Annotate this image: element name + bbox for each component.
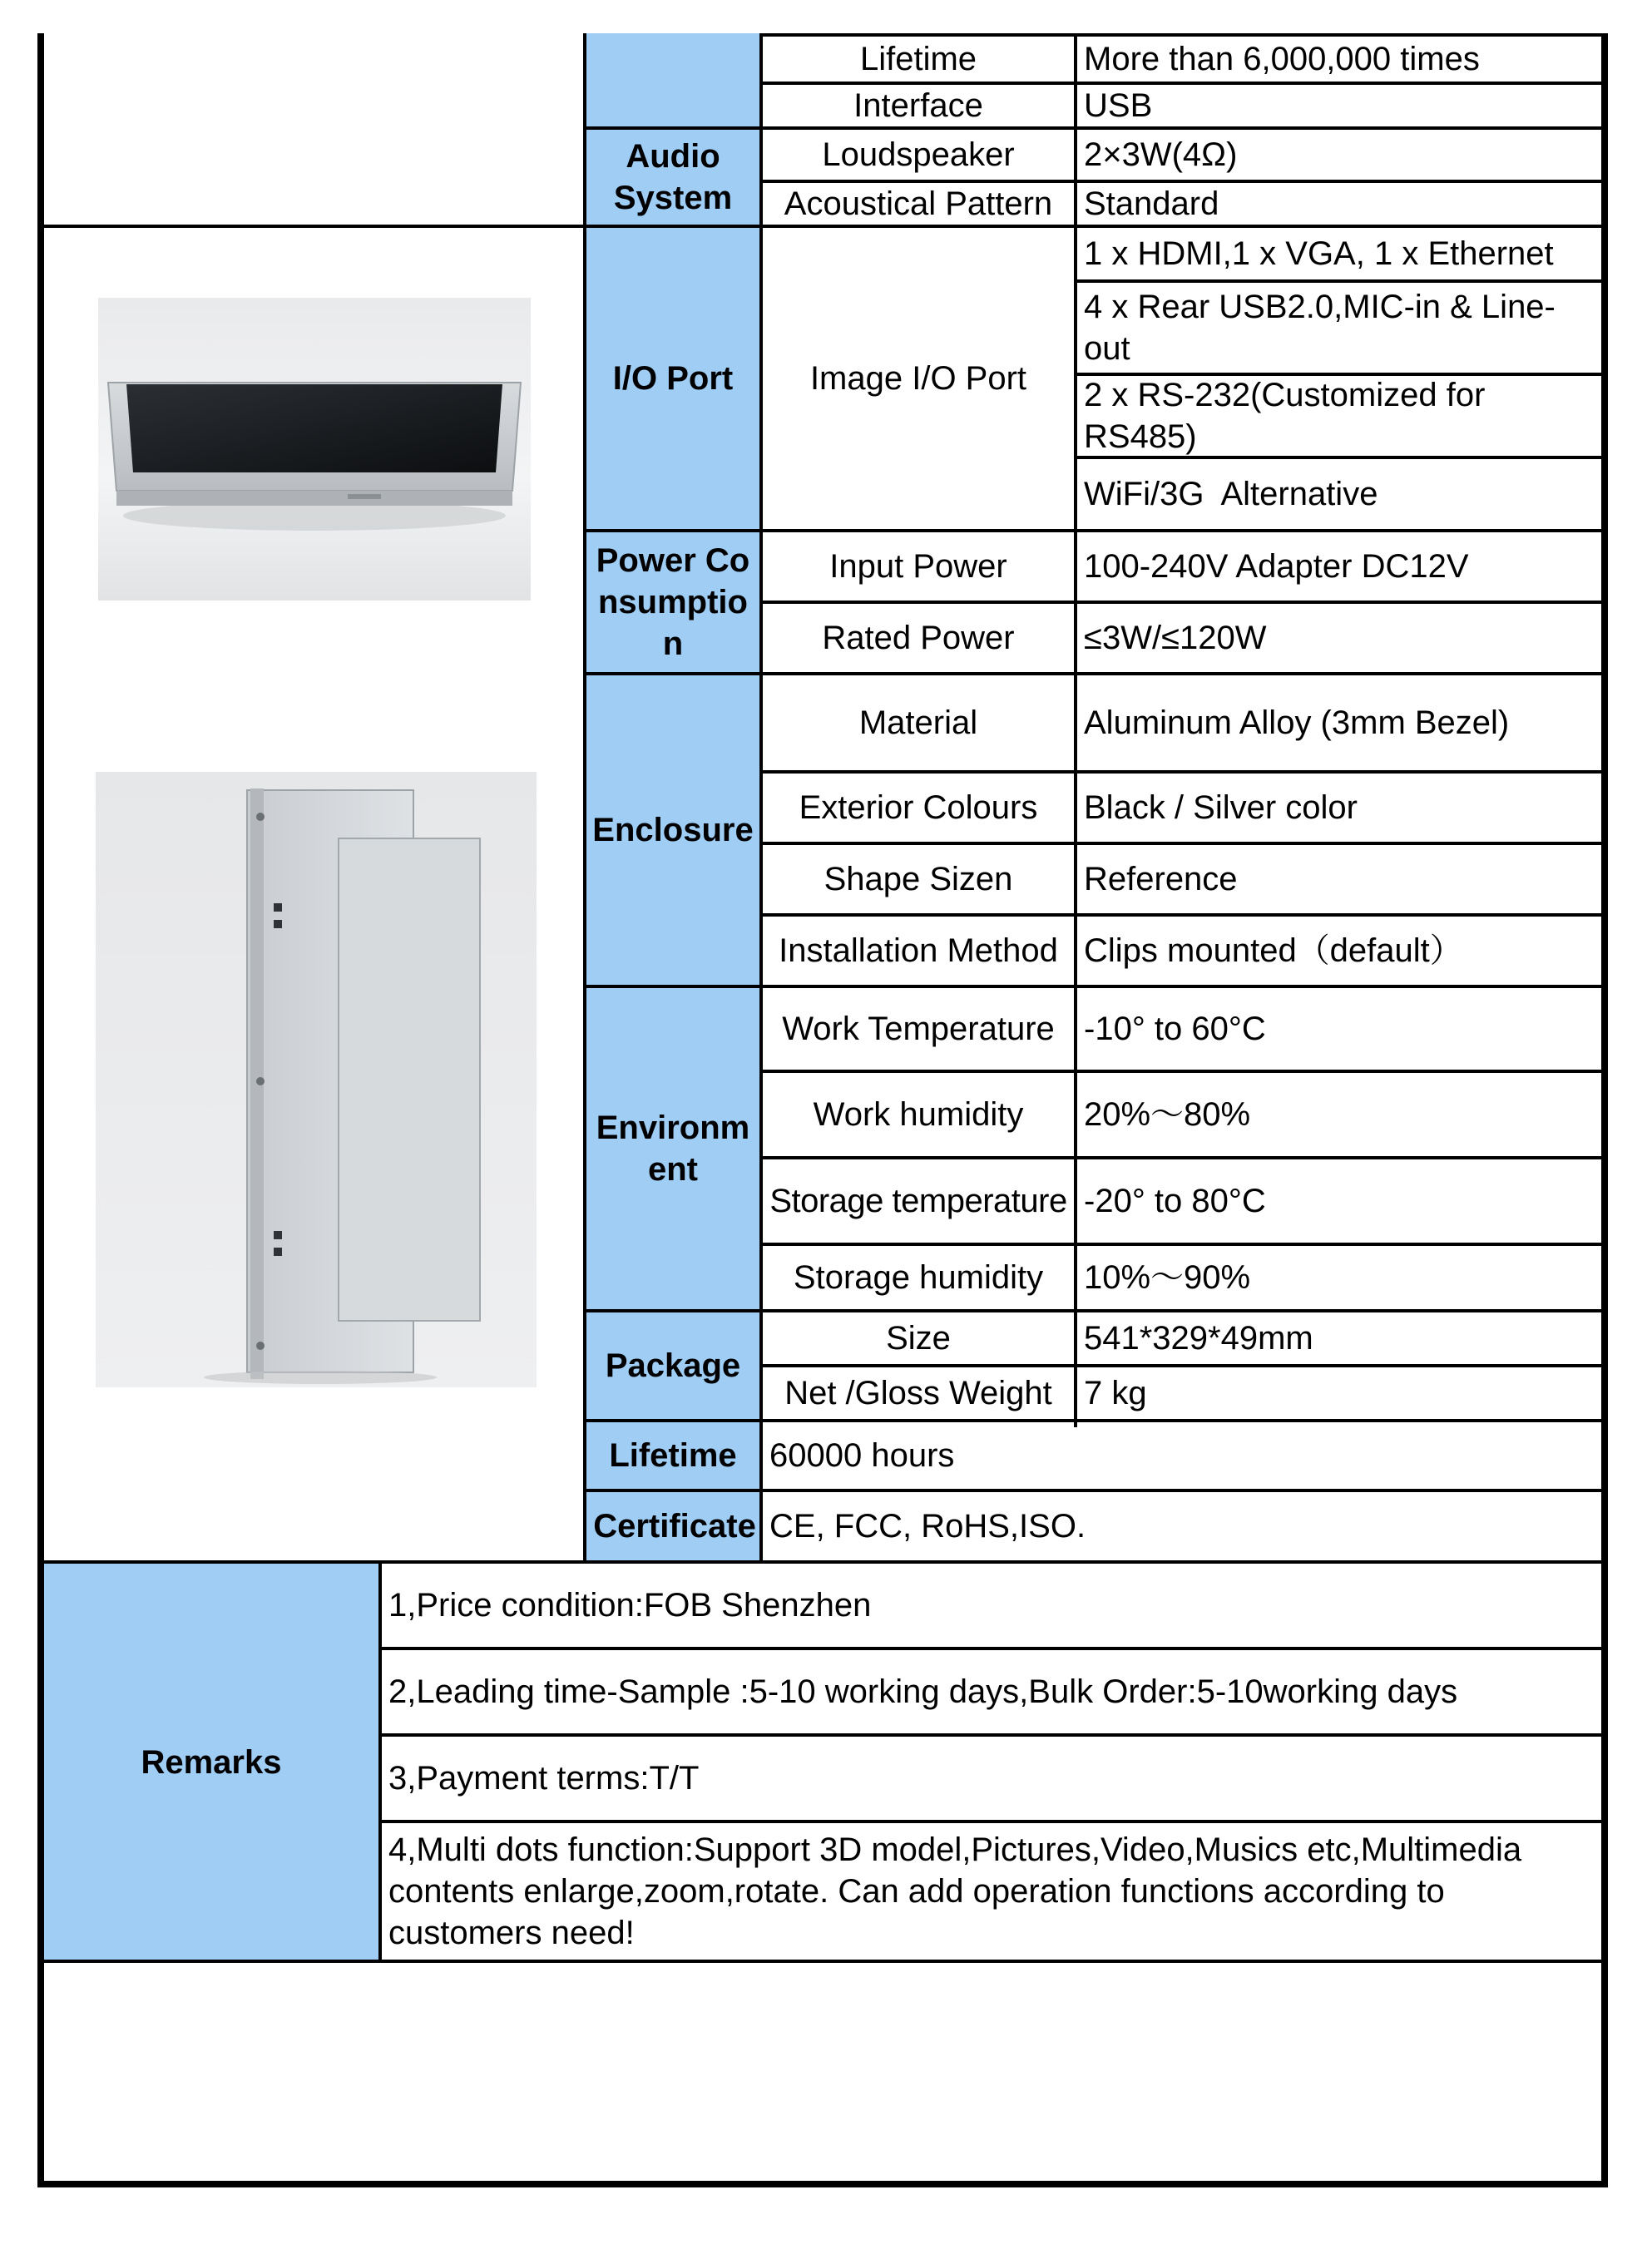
value-input-power: 100-240V Adapter DC12V (1084, 548, 1469, 585)
remark-multi-dots-function: 4,Multi dots function:Support 3D model,Pictures,Video,Musics etc,Multimedia contents enlarge,zoom,rotate. Can add operation functions according to customers need! (388, 1831, 1522, 1951)
group-package: Package (605, 1347, 741, 1384)
value-interface: USB (1084, 87, 1153, 124)
value-weight: 7 kg (1084, 1375, 1147, 1411)
value-storage-temperature: -20° to 80°C (1084, 1183, 1266, 1219)
value-io-hdmi-vga-ethernet: 1 x HDMI,1 x VGA, 1 x Ethernet (1084, 235, 1554, 272)
group-certificate: Certificate (593, 1508, 756, 1545)
label-work-humidity: Work humidity (813, 1096, 1024, 1133)
label-shape-sizen: Shape Sizen (824, 861, 1013, 897)
label-exterior-colours: Exterior Colours (799, 789, 1038, 826)
remark-leading-time: 2,Leading time-Sample :5-10 working days,Bulk Order:5-10working days (388, 1673, 1458, 1710)
value-size: 541*329*49mm (1084, 1320, 1313, 1357)
label-material: Material (858, 704, 978, 741)
label-acoustical-pattern: Acoustical Pattern (784, 185, 1053, 222)
value-io-wifi-3g: WiFi/3G Alternative (1084, 476, 1378, 512)
value-shape-sizen: Reference (1084, 861, 1238, 897)
label-weight: Net /Gloss Weight (784, 1375, 1052, 1411)
product-side-photo (96, 772, 537, 1387)
remarks-title: Remarks (141, 1744, 282, 1781)
label-lifetime-cycles: Lifetime (859, 41, 977, 77)
label-input-power: Input Power (829, 548, 1007, 585)
value-exterior-colours: Black / Silver color (1084, 789, 1358, 826)
group-environment: Environment (596, 1110, 750, 1188)
label-loudspeaker: Loudspeaker (822, 136, 1015, 173)
label-size: Size (886, 1320, 951, 1357)
value-material: Aluminum Alloy (3mm Bezel) (1084, 704, 1510, 741)
label-installation-method: Installation Method (779, 932, 1058, 969)
value-installation-method: Clips mounted（default） (1084, 932, 1463, 969)
remark-price-condition: 1,Price condition:FOB Shenzhen (388, 1587, 872, 1624)
label-storage-temperature: Storage temperature (769, 1183, 1067, 1219)
remark-payment-terms: 3,Payment terms:T/T (388, 1760, 700, 1797)
group-power-consumption: Power Consumption (596, 542, 750, 662)
value-acoustical-pattern: Standard (1084, 185, 1219, 222)
value-loudspeaker: 2×3W(4Ω) (1084, 136, 1238, 173)
value-storage-humidity: 10%～90% (1084, 1259, 1251, 1296)
value-rated-power: ≤3W/≤120W (1084, 620, 1267, 656)
product-front-photo (98, 298, 531, 601)
label-image-io-port: Image I/O Port (809, 360, 1027, 397)
label-work-temperature: Work Temperature (782, 1011, 1055, 1047)
label-interface: Interface (853, 87, 983, 124)
value-lifetime-hours: 60000 hours (769, 1437, 955, 1474)
label-storage-humidity: Storage humidity (793, 1259, 1044, 1296)
value-io-usb-mic-lineout: 4 x Rear USB2.0,MIC-in & Line-out (1084, 289, 1556, 367)
group-audio-system: Audio System (613, 138, 733, 216)
group-lifetime: Lifetime (609, 1437, 737, 1474)
group-io-port: I/O Port (612, 360, 734, 397)
value-io-rs232: 2 x RS-232(Customized for RS485) (1084, 377, 1486, 455)
value-work-temperature: -10° to 60°C (1084, 1011, 1266, 1047)
value-work-humidity: 20%～80% (1084, 1096, 1251, 1133)
value-certificate: CE, FCC, RoHS,ISO. (769, 1508, 1086, 1545)
label-rated-power: Rated Power (822, 620, 1015, 656)
group-enclosure: Enclosure (592, 812, 754, 848)
value-lifetime-cycles: More than 6,000,000 times (1084, 41, 1480, 77)
